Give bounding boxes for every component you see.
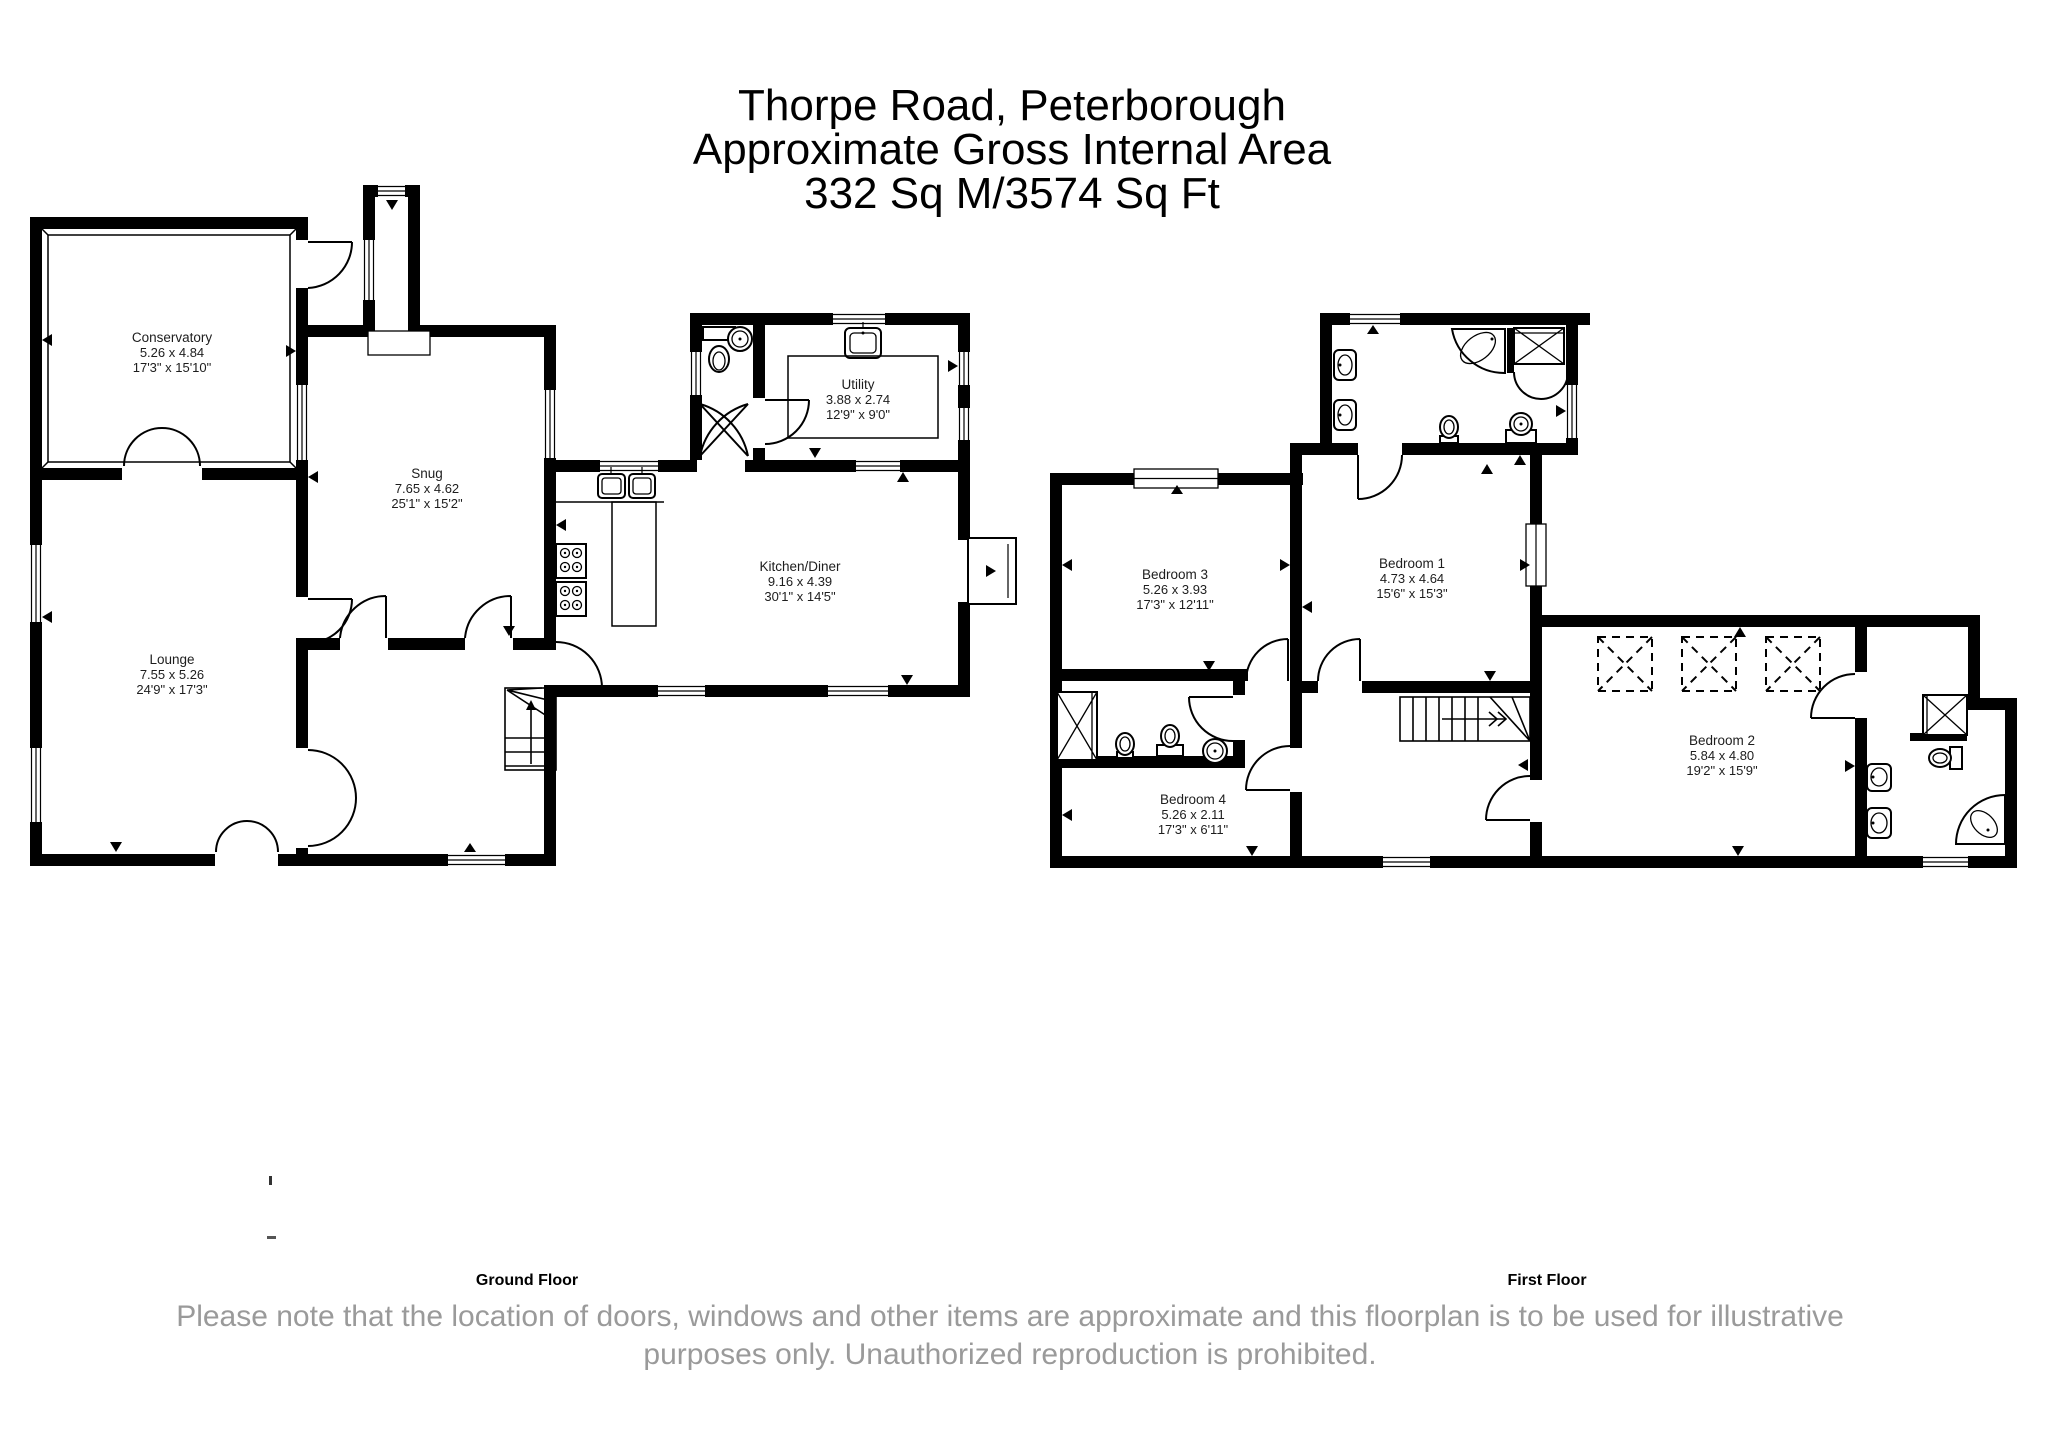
title-address: Thorpe Road, Peterborough [738,81,1286,130]
bedroom4-metric: 5.26 x 2.11 [1161,807,1225,822]
lounge-metric: 7.55 x 5.26 [139,667,205,682]
room-label-bedroom-2 [1686,733,1758,778]
bedroom1-imperial: 15'6" x 15'3" [1376,586,1448,601]
corner-bath-icon [1452,326,1505,373]
cross-door-junction [700,404,748,456]
title-block [693,81,1332,218]
disclaimer-line-1: Please note that the location of doors, windows and other items are approximate and this floorplan is to be used for illustrative [176,1300,1844,1333]
family-basin-icon [1203,739,1227,763]
utility-sink-icon [845,322,881,358]
ground-floor-caption: Ground Floor [475,1272,579,1289]
room-label-bedroom-3 [1136,567,1214,612]
ground-floor-markers [42,200,996,852]
kitchen-sink-2-icon [629,467,655,498]
bedroom3-metric: 5.26 x 3.93 [1142,582,1208,597]
conservatory-metric: 5.26 x 4.84 [139,345,205,360]
lounge-name: Lounge [149,652,195,667]
bedroom1-metric: 4.73 x 4.64 [1379,571,1445,586]
ensuite2-shower-icon [1923,695,1967,735]
wc-toilet-icon [709,346,729,372]
print-artifacts [267,1176,276,1239]
room-label-snug [391,466,463,511]
utility-name: Utility [841,377,875,392]
family-toilet-2-icon [1157,725,1183,756]
bedroom4-name: Bedroom 4 [1159,792,1227,807]
ensuite2-toilet-icon [1929,747,1962,769]
disclaimer-block [176,1300,1844,1371]
ensuite1-toilet-icon [1440,416,1458,443]
room-label-bedroom-4 [1158,792,1229,837]
bedroom1-name: Bedroom 1 [1378,556,1446,571]
bedroom3-imperial: 17'3" x 12'11" [1136,597,1214,612]
ensuite1-sink-2-icon [1334,400,1356,430]
cooker-icon [556,544,586,616]
utility-metric: 3.88 x 2.74 [825,392,891,407]
snug-metric: 7.65 x 4.62 [394,481,460,496]
room-label-lounge [136,652,208,697]
title-area: 332 Sq M/3574 Sq Ft [804,169,1220,218]
ensuite2-sink-2-icon [1867,808,1891,838]
kitchen-metric: 9.16 x 4.39 [767,574,833,589]
wc-corner-basin-icon [728,327,752,351]
ground-floor-walls [30,185,970,866]
ground-floor-plan [30,185,1016,866]
bedroom2-name: Bedroom 2 [1688,733,1756,748]
ensuite2-sink-icon [1867,764,1891,791]
lounge-imperial: 24'9" x 17'3" [136,682,208,697]
ensuite1-sink-icon [1334,350,1356,380]
skylight-icon [1598,637,1820,691]
fireplace-symbol [368,331,430,355]
family-toilet-icon [1116,733,1134,758]
room-label-bedroom-1 [1376,556,1448,601]
bedroom3-name: Bedroom 3 [1141,567,1209,582]
ensuite2-corner-bath-icon [1956,795,2005,844]
disclaimer-line-2: purposes only. Unauthorized reproduction is prohibited. [643,1338,1377,1371]
first-floor-caption: First Floor [1507,1272,1587,1289]
first-floor-plan [1050,313,2017,868]
utility-imperial: 12'9" x 9'0" [825,407,891,422]
ground-floor-windows [32,187,1017,865]
kitchen-name: Kitchen/Diner [759,559,841,574]
conservatory-imperial: 17'3" x 15'10" [132,360,212,375]
room-label-utility [826,377,891,422]
room-label-conservatory [132,330,213,375]
first-stairs-icon [1400,697,1530,741]
title-subtitle: Approximate Gross Internal Area [692,125,1332,174]
conservatory-name: Conservatory [131,330,213,345]
bedroom2-imperial: 19'2" x 15'9" [1686,763,1758,778]
bedroom2-metric: 5.84 x 4.80 [1689,748,1755,763]
snug-imperial: 25'1" x 15'2" [391,496,463,511]
bedroom4-imperial: 17'3" x 6'11" [1157,822,1229,837]
kitchen-imperial: 30'1" x 14'5" [764,589,836,604]
family-shower-icon [1057,692,1097,760]
room-label-kitchen-diner [759,559,841,604]
pedestal-basin-icon [1506,413,1536,443]
snug-name: Snug [411,466,443,481]
ensuite1-shower-icon [1514,328,1564,364]
kitchen-sink-icon [598,467,655,498]
